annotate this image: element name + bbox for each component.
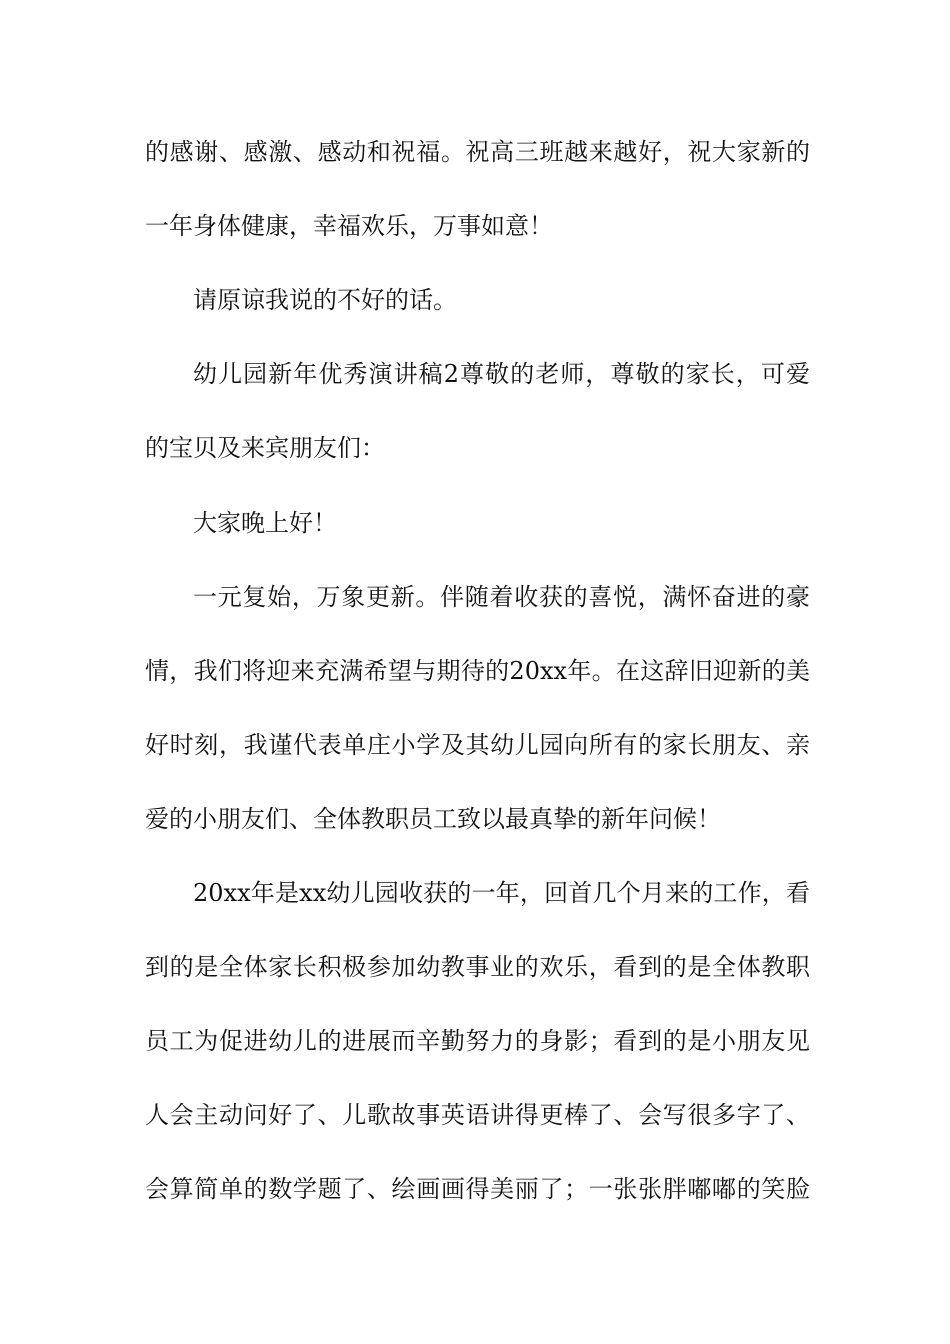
text-line-13: 员工为促进幼儿的进展而辛勤努力的身影；看到的是小朋友见 xyxy=(145,1027,810,1055)
text-line-6: 大家晚上好！ xyxy=(193,509,337,537)
text-line-9: 好时刻，我谨代表单庄小学及其幼儿园向所有的家长朋友、亲 xyxy=(145,731,810,759)
text-line-1: 的感谢、感激、感动和祝福。祝高三班越来越好，祝大家新的 xyxy=(145,138,810,166)
text-line-2: 一年身体健康，幸福欢乐，万事如意！ xyxy=(145,212,553,240)
text-line-15: 会算简单的数学题了、绘画画得美丽了；一张张胖嘟嘟的笑脸 xyxy=(145,1175,810,1203)
text-line-10: 爱的小朋友们、全体教职员工致以最真挚的新年问候！ xyxy=(145,805,721,833)
text-line-11: 20xx年是xx幼儿园收获的一年，回首几个月来的工作，看 xyxy=(193,879,810,907)
text-line-8: 情，我们将迎来充满希望与期待的20xx年。在这辞旧迎新的美 xyxy=(145,657,810,685)
text-line-14: 人会主动问好了、儿歌故事英语讲得更棒了、会写很多字了、 xyxy=(145,1101,810,1129)
text-line-7: 一元复始，万象更新。伴随着收获的喜悦，满怀奋进的豪 xyxy=(193,583,810,611)
text-line-4: 幼儿园新年优秀演讲稿2尊敬的老师，尊敬的家长，可爱 xyxy=(193,360,810,388)
text-line-5: 的宝贝及来宾朋友们： xyxy=(145,434,385,462)
text-line-12: 到的是全体家长积极参加幼教事业的欢乐，看到的是全体教职 xyxy=(145,953,810,981)
text-line-3: 请原谅我说的不好的话。 xyxy=(193,286,457,314)
